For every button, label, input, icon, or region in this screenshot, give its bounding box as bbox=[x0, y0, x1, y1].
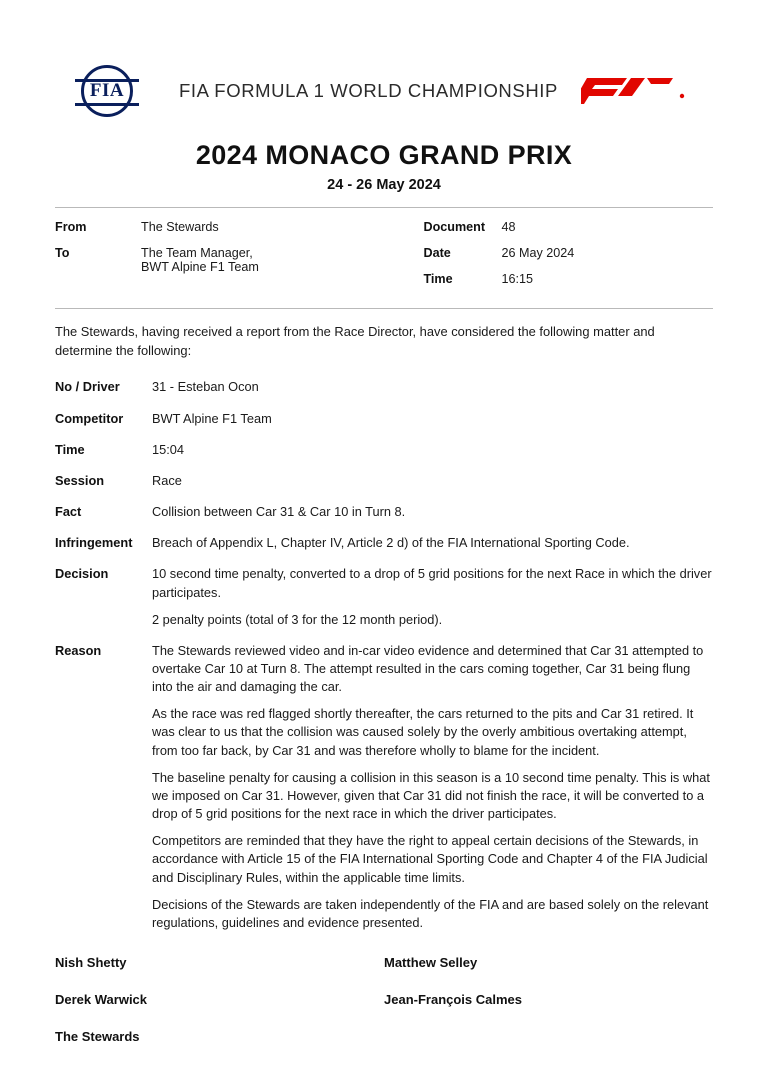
field-value bbox=[152, 503, 713, 521]
meta-date-value: 26 May 2024 bbox=[501, 246, 575, 260]
meta-to-value bbox=[141, 246, 259, 274]
field-time bbox=[55, 441, 713, 459]
meta-time bbox=[423, 272, 713, 286]
meta-left-column bbox=[55, 220, 423, 298]
meta-to-value-line1: The Team Manager, bbox=[141, 246, 253, 260]
field-paragraph: Race bbox=[152, 472, 182, 488]
f1-logo-icon bbox=[581, 74, 689, 108]
decision-fields bbox=[55, 378, 713, 932]
meta-document-label: Document bbox=[423, 220, 486, 234]
signature-row bbox=[55, 955, 713, 970]
field-value bbox=[152, 410, 713, 428]
signature-name: Jean-François Calmes bbox=[384, 992, 523, 1007]
meta-to-label: To bbox=[55, 246, 70, 260]
intro-paragraph: The Stewards, having received a report from the Race Director, have considered the following matter and determine the following: bbox=[55, 324, 655, 358]
fia-logo-icon bbox=[73, 63, 145, 119]
document-meta bbox=[55, 208, 713, 308]
meta-right-column bbox=[423, 220, 713, 298]
field-paragraph: Competitors are reminded that they have the right to appeal certain decisions of the Stewards, in accordance with Article 15 of the FIA International Sporting Code and Chapter 4 of the FIA Judicial and Disciplinary Rules, within the applicable time limits. bbox=[152, 833, 708, 885]
field-paragraph: As the race was red flagged shortly thereafter, the cars returned to the pits and Car 31 retired. It was clear to us that the collision was caused solely by the overly ambitious overtaking attempt, from too far back, by Car 31 and was therefore wholly to blame for the incident. bbox=[152, 706, 694, 758]
document-header bbox=[55, 60, 713, 122]
field-paragraph: The Stewards reviewed video and in-car video evidence and determined that Car 31 attempted to overtake Car 10 at Turn 8. The attempt resulted in the cars coming together, Car 31 being flung into the air and damaging the car. bbox=[152, 642, 704, 695]
event-dates: 24 - 26 May 2024 bbox=[327, 177, 441, 193]
field-decision bbox=[55, 565, 713, 628]
page-title: 2024 MONACO GRAND PRIX bbox=[195, 140, 573, 170]
meta-from-value: The Stewards bbox=[141, 220, 219, 234]
field-label: No / Driver bbox=[55, 379, 120, 395]
field-value bbox=[152, 472, 713, 490]
field-paragraph: 15:04 bbox=[152, 441, 185, 457]
signature-block bbox=[55, 955, 713, 1044]
signature-role: The Stewards bbox=[55, 1029, 140, 1044]
meta-time-label: Time bbox=[423, 272, 453, 286]
field-paragraph: 2 penalty points (total of 3 for the 12 month period). bbox=[152, 611, 443, 627]
meta-date bbox=[423, 246, 713, 260]
field-infringement bbox=[55, 534, 713, 552]
field-paragraph: 31 - Esteban Ocon bbox=[152, 379, 259, 395]
meta-from bbox=[55, 220, 423, 234]
field-label: Decision bbox=[55, 566, 109, 582]
field-value bbox=[152, 565, 713, 628]
field-value bbox=[152, 642, 713, 932]
signature-row bbox=[55, 1029, 713, 1044]
field-value bbox=[152, 534, 713, 552]
field-fact bbox=[55, 503, 713, 521]
meta-document bbox=[423, 220, 713, 234]
meta-to-value-line2: BWT Alpine F1 Team bbox=[141, 260, 259, 274]
field-label: Fact bbox=[55, 504, 82, 520]
field-value bbox=[152, 441, 713, 459]
field-label: Reason bbox=[55, 642, 102, 658]
signature-name: Matthew Selley bbox=[384, 955, 478, 970]
signature-empty bbox=[384, 1029, 713, 1044]
divider-bottom bbox=[55, 308, 713, 309]
field-no-driver bbox=[55, 378, 713, 396]
meta-from-label: From bbox=[55, 220, 87, 234]
field-paragraph: Decisions of the Stewards are taken independently of the FIA and are based solely on the relevant regulations, guidelines and evidence presented. bbox=[152, 896, 709, 930]
field-competitor bbox=[55, 410, 713, 428]
field-label: Time bbox=[55, 441, 85, 457]
field-value bbox=[152, 378, 713, 396]
meta-time-value: 16:15 bbox=[501, 272, 533, 286]
field-paragraph: Breach of Appendix L, Chapter IV, Article 2 d) of the FIA International Sporting Code. bbox=[152, 535, 630, 551]
field-paragraph: BWT Alpine F1 Team bbox=[152, 410, 272, 426]
field-reason bbox=[55, 642, 713, 932]
field-label: Session bbox=[55, 472, 105, 488]
field-paragraph: The baseline penalty for causing a collision in this season is a 10 second time penalty. This is what we imposed on Car 31. However, given that Car 31 did not finish the race, it will be converted to a drop of 5 grid positions for the next race in which the driver participates. bbox=[152, 769, 710, 822]
field-paragraph: Collision between Car 31 & Car 10 in Turn 8. bbox=[152, 504, 406, 520]
meta-date-label: Date bbox=[423, 246, 451, 260]
field-paragraph: 10 second time penalty, converted to a drop of 5 grid positions for the next Race in which the driver participates. bbox=[152, 566, 712, 600]
signature-name: Nish Shetty bbox=[55, 955, 127, 970]
meta-document-value: 48 bbox=[501, 220, 516, 234]
field-label: Competitor bbox=[55, 410, 124, 426]
signature-name: Derek Warwick bbox=[55, 992, 148, 1007]
field-session bbox=[55, 472, 713, 490]
fia-logo-text: FIA bbox=[89, 80, 125, 101]
signature-row bbox=[55, 992, 713, 1007]
field-label: Infringement bbox=[55, 535, 133, 551]
championship-title: FIA FORMULA 1 WORLD CHAMPIONSHIP bbox=[179, 80, 558, 101]
meta-to bbox=[55, 246, 423, 274]
